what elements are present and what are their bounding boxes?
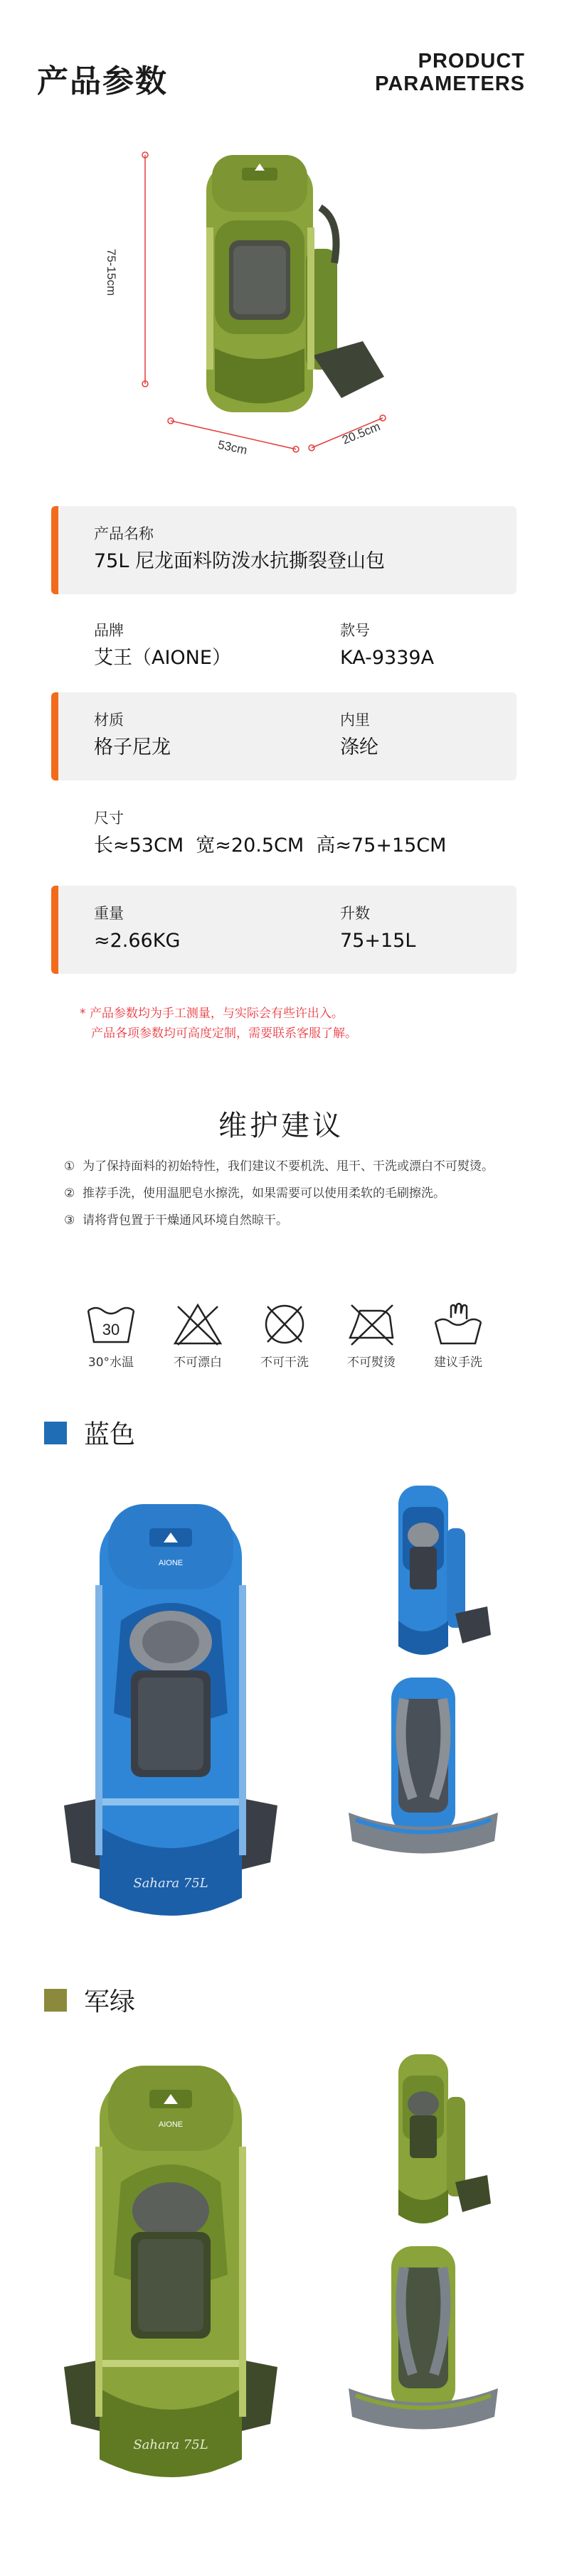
color-section-army-green	[44, 1982, 135, 2018]
spec-row-material	[51, 692, 516, 780]
care-icon-label: 建议手洗	[434, 1356, 482, 1370]
spec-brand	[94, 620, 231, 672]
spec-size	[94, 807, 446, 860]
spec-label: 升数	[340, 905, 370, 922]
bag-brand-mark: AIONE	[158, 2120, 184, 2129]
green-backpack-back-image[interactable]	[341, 2239, 505, 2438]
spec-name	[94, 523, 385, 576]
care-item-number: ①	[64, 1159, 75, 1174]
page-title: 产品参数	[37, 63, 168, 100]
dimension-figure	[105, 142, 441, 476]
spec-row-brand	[51, 603, 516, 691]
spec-weight	[94, 903, 180, 955]
no-iron-icon	[344, 1301, 398, 1348]
title-en-line1: PRODUCT	[418, 50, 525, 73]
spec-material	[94, 709, 171, 762]
wash-temp-mark: 30	[102, 1321, 120, 1338]
spec-label: 重量	[94, 905, 124, 922]
color-swatch-blue	[44, 1422, 67, 1444]
care-item-text: 为了保持面料的初始特性，我们建议不要机洗、甩干、干洗或漂白不可熨烫。	[83, 1159, 494, 1174]
width-label: 53cm	[216, 437, 249, 458]
spec-label: 品牌	[94, 622, 124, 639]
care-item-text: 推荐手洗，使用温肥皂水擦洗，如果需要可以使用柔软的毛刷擦洗。	[83, 1186, 445, 1201]
spec-row-name	[51, 506, 516, 594]
no-bleach-icon	[171, 1301, 225, 1348]
color-swatch-army-green	[44, 1989, 67, 2012]
spec-row-weight	[51, 886, 516, 974]
spec-label: 款号	[340, 622, 370, 639]
care-icons	[71, 1301, 498, 1370]
color-name: 军绿	[84, 1987, 136, 2017]
note-line-2: 产品各项参数均可高度定制，需要联系客服了解。	[91, 1026, 357, 1041]
wash-30-icon	[84, 1301, 138, 1348]
care-icon-item	[71, 1301, 151, 1370]
care-title: 维护建议	[218, 1110, 344, 1142]
title-en-line2: PARAMETERS	[375, 73, 525, 95]
care-icon-item	[158, 1301, 238, 1370]
green-backpack-drawing	[206, 155, 384, 412]
backpack-dimension-image	[128, 142, 441, 476]
hand-wash-icon	[431, 1301, 485, 1348]
spec-model	[340, 620, 434, 672]
bag-model-text: Sahara 75L	[133, 1876, 208, 1891]
care-icon-label: 不可熨烫	[347, 1356, 396, 1370]
spec-row-size	[51, 790, 516, 879]
spec-lining	[340, 709, 378, 762]
care-item	[64, 1211, 505, 1230]
measurement-note	[80, 1004, 357, 1043]
spec-volume	[340, 903, 415, 955]
care-item-number: ②	[64, 1186, 75, 1201]
care-list	[64, 1157, 505, 1238]
green-backpack-side-image[interactable]	[370, 2047, 498, 2229]
spec-value: 75+15L	[340, 930, 416, 952]
blue-backpack-side-image[interactable]	[370, 1478, 498, 1660]
care-item	[64, 1184, 505, 1203]
care-item-number: ③	[64, 1213, 75, 1228]
spec-label: 材质	[94, 712, 124, 729]
spec-label: 产品名称	[94, 525, 154, 542]
spec-value: ≈2.66KG	[94, 930, 181, 952]
spec-value: 艾王（AIONE）	[94, 647, 231, 669]
spec-value: KA-9339A	[340, 647, 435, 669]
care-item	[64, 1157, 505, 1176]
spec-label: 内里	[340, 712, 370, 729]
bag-model-text: Sahara 75L	[133, 2437, 208, 2452]
spec-value: 长≈53CM 宽≈20.5CM 高≈75+15CM	[94, 834, 447, 857]
care-icon-label: 不可漂白	[174, 1356, 222, 1370]
page-title-en	[375, 50, 525, 95]
bag-brand-mark: AIONE	[158, 1559, 184, 1567]
color-section-blue	[44, 1415, 135, 1451]
note-line-1: * 产品参数均为手工测量，与实际会有些许出入。	[80, 1007, 344, 1021]
green-backpack-front-image[interactable]	[43, 2061, 299, 2502]
blue-backpack-back-image[interactable]	[341, 1670, 505, 1862]
care-icon-label: 30°水温	[88, 1356, 134, 1370]
care-icon-item	[332, 1301, 411, 1370]
color-name: 蓝色	[84, 1420, 136, 1449]
care-icon-item	[245, 1301, 324, 1370]
care-icon-label: 不可干洗	[260, 1356, 309, 1370]
spec-value: 75L 尼龙面料防泼水抗撕裂登山包	[94, 550, 385, 572]
spec-label: 尺寸	[94, 810, 124, 827]
care-item-text: 请将背包置于干燥通风环境自然晾干。	[83, 1213, 288, 1228]
no-dry-clean-icon	[258, 1301, 312, 1348]
height-label: 75-15cm	[105, 249, 118, 296]
care-icon-item	[418, 1301, 498, 1370]
spec-value: 涤纶	[340, 736, 378, 758]
spec-value: 格子尼龙	[94, 736, 171, 758]
blue-backpack-front-image[interactable]	[43, 1500, 299, 1941]
depth-label: 20.5cm	[340, 419, 383, 447]
